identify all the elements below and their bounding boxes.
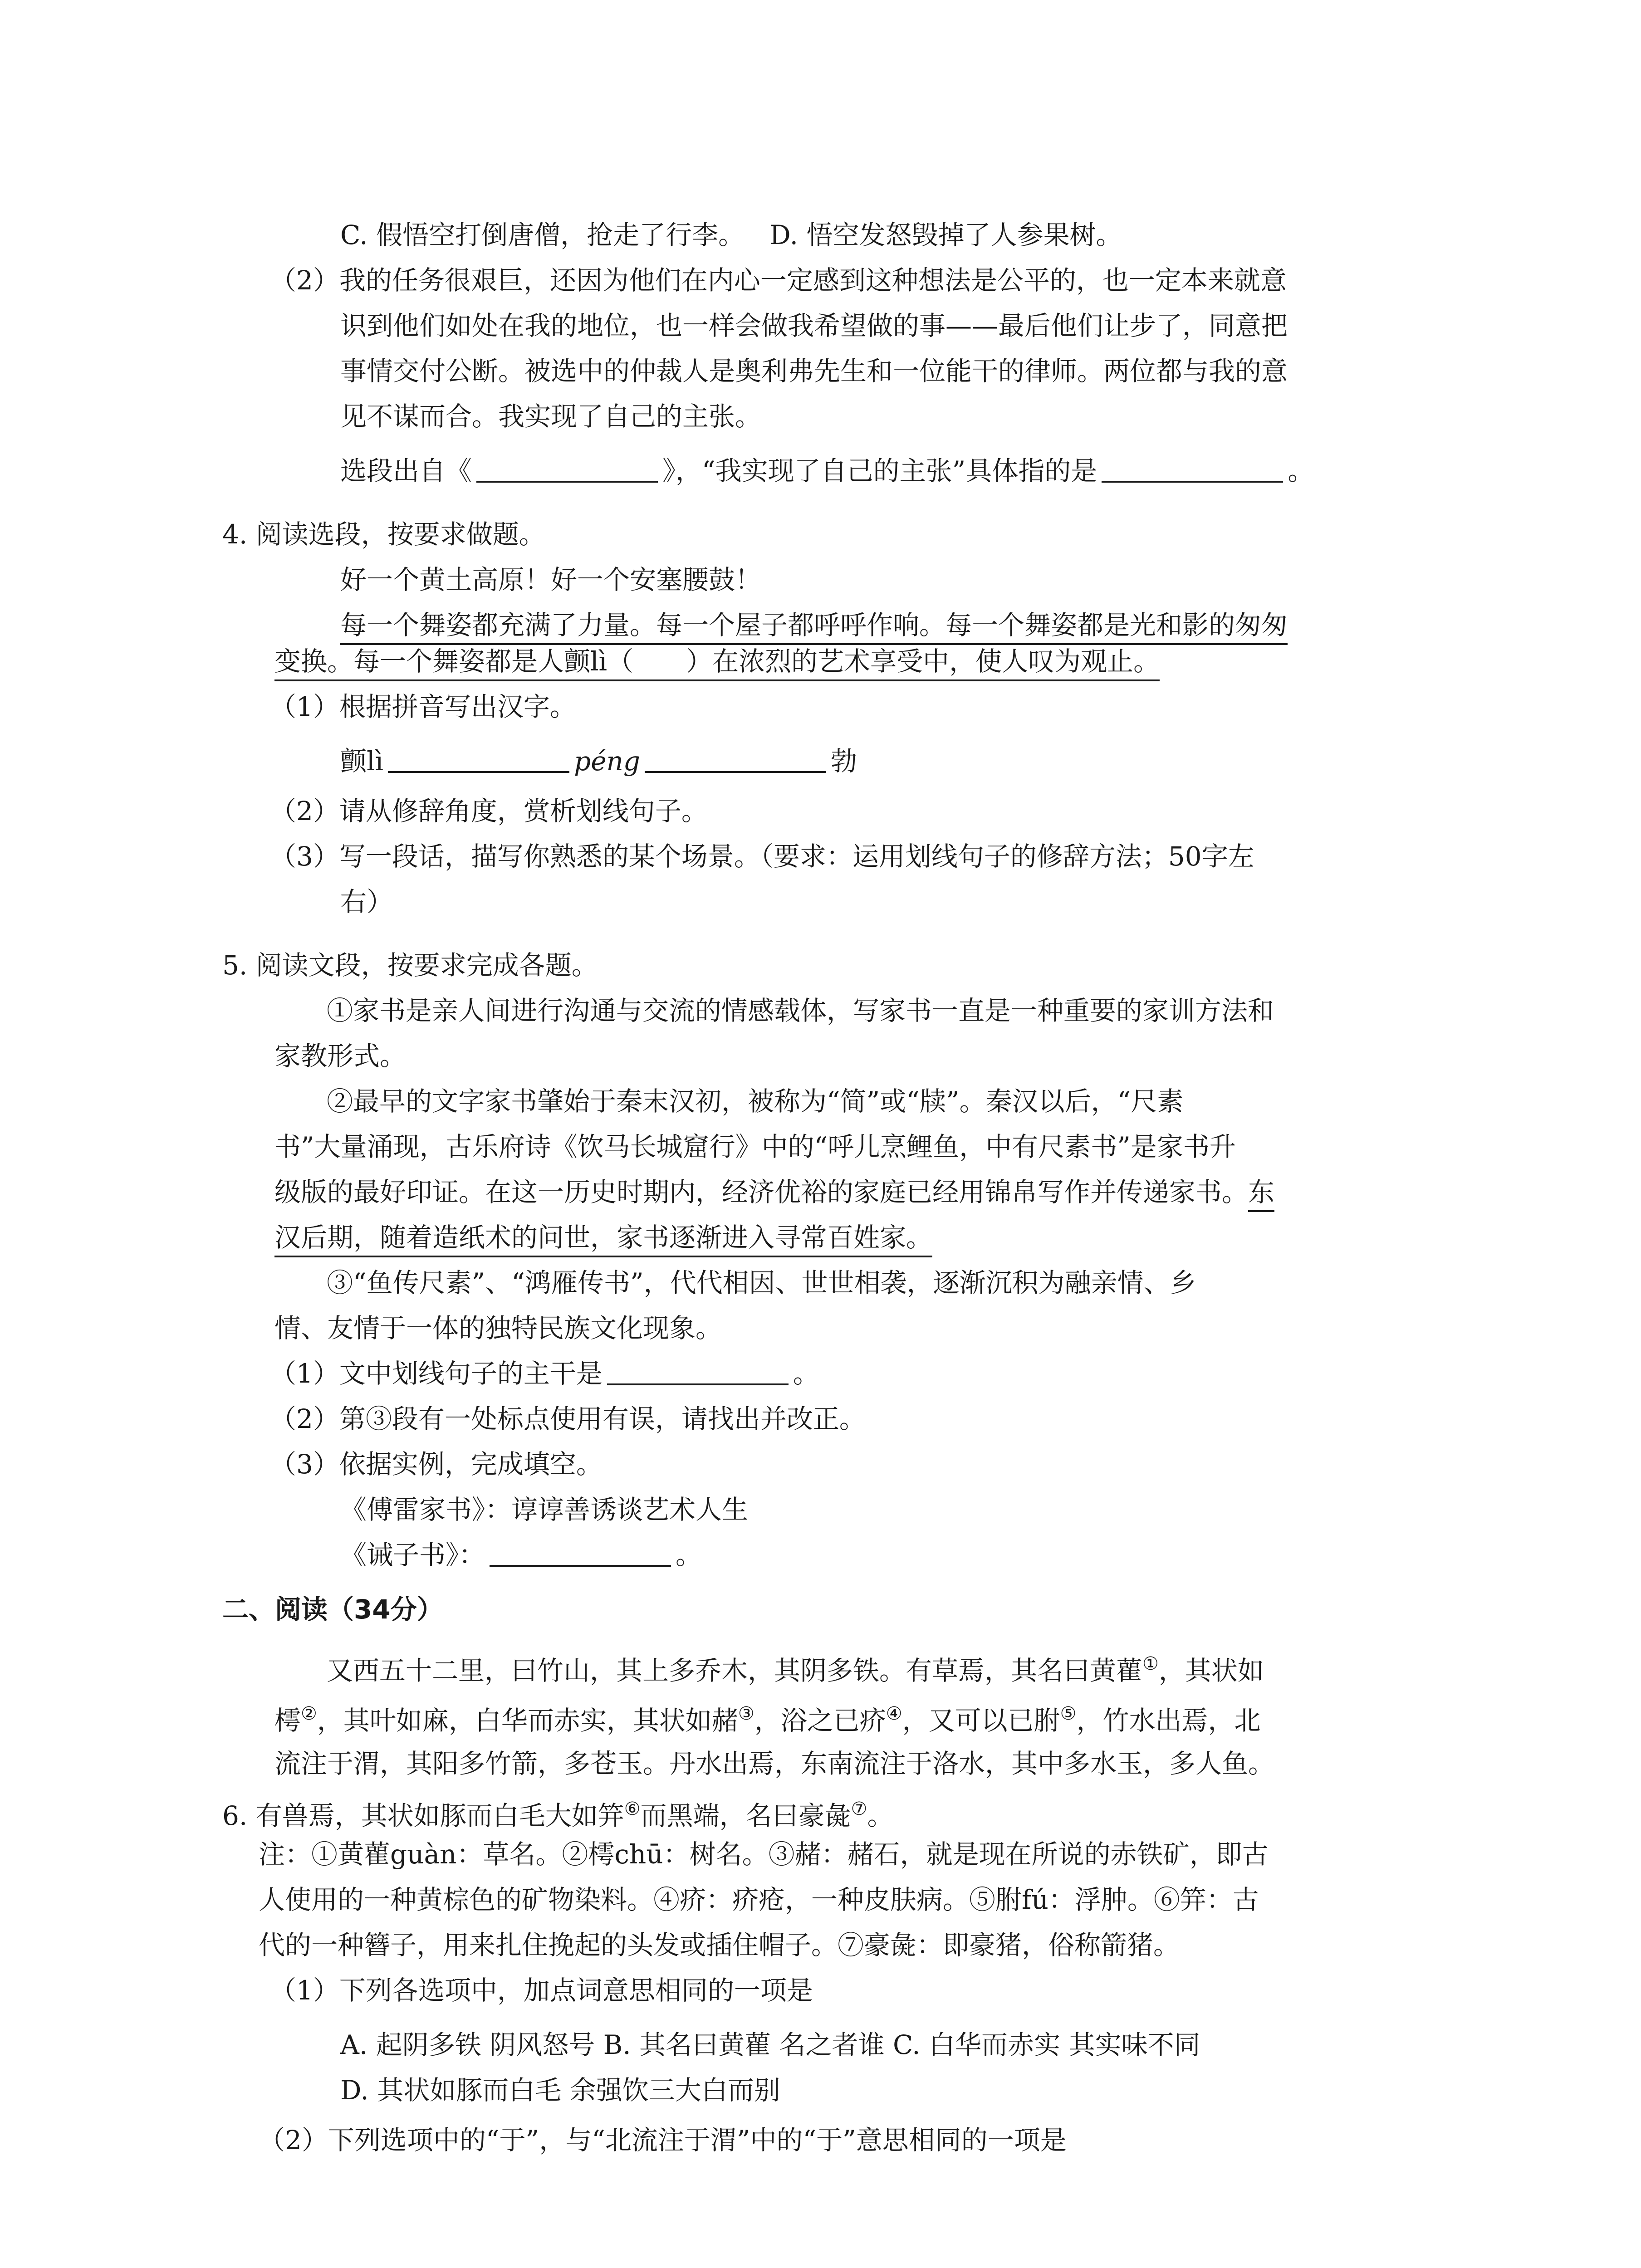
footnote-marker: ⑤ [1060, 1703, 1077, 1724]
q3-sub2-line1 [270, 258, 1287, 303]
q4-sub1: （1）根据拼音写出汉字。 [270, 691, 576, 722]
pinyin-suffix: 勃 [831, 746, 857, 777]
passage-line: 见不谋而合。我实现了自己的主张。 [340, 401, 762, 432]
passage-line: 级版的最好印证。在这一历史时期内，经济优裕的家庭已经用锦帛写作并传递家书。东 [274, 1169, 1274, 1215]
passage-line: ②最早的文字家书肇始于秦末汉初，被称为“简”或“牍”。秦汉以后，“尺素 [327, 1086, 1184, 1117]
answer-blank[interactable] [490, 1537, 671, 1567]
answer-blank[interactable] [645, 743, 826, 773]
passage-line: ③“鱼传尺素”、“鸿雁传书”，代代相因、世世相袭，逐渐沉积为融亲情、乡 [327, 1267, 1196, 1298]
q3-sub2-question [340, 448, 1314, 494]
footnote-marker: ④ [886, 1703, 902, 1724]
footnote-marker: ⑥ [624, 1799, 641, 1819]
pinyin-prompt: péng [574, 746, 641, 777]
example-line: 《傅雷家书》：谆谆善诱谈艺术人生 [340, 1494, 749, 1525]
passage-line: ①家书是亲人间进行沟通与交流的情感载体，写家书一直是一种重要的家训方法和 [327, 995, 1274, 1026]
classical-text-line: 流注于渭，其阳多竹箭，多苍玉。丹水出焉，东南流注于洛水，其中多水玉，多人鱼。 [274, 1748, 1275, 1779]
example-line: 《诫子书》： 。 [340, 1532, 702, 1578]
notes-line: 注：①黄雚guàn：草名。②樗chū：树名。③赭：赭石，就是现在所说的赤铁矿，即古 [259, 1839, 1269, 1870]
passage-line: 家教形式。 [274, 1041, 407, 1071]
choice-options[interactable]: D. 其状如豚而白毛 余强饮三大白而别 [340, 2075, 780, 2106]
notes-line: 代的一种簪子，用来扎住挽起的头发或插住帽子。⑦豪彘：即豪猪，俗称箭猪。 [259, 1930, 1180, 1960]
passage-line: 情、友情于一体的独特民族文化现象。 [274, 1313, 722, 1344]
page-number [0, 2257, 1641, 2268]
passage-line: 我的任务很艰巨，还因为他们在内心一定感到这种想法是公平的，也一定本来就意 [339, 265, 1287, 296]
passage-line: 事情交付公断。被选中的仲裁人是奥利弗先生和一位能干的律师。两位都与我的意 [340, 356, 1288, 386]
q6-sub1: （1）下列各选项中，加点词意思相同的一项是 [270, 1975, 813, 2006]
option-c: C. 假悟空打倒唐僧，抢走了行李。 [340, 220, 745, 250]
underlined-passage-line: 变换。每一个舞姿都是人颤lì（ ）在浓烈的艺术享受中，使人叹为观止。 [274, 639, 1160, 684]
question-text: 》，“我实现了自己的主张”具体指的是 [662, 455, 1097, 486]
notes-line: 人使用的一种黄棕色的矿物染料。④疥：疥疮，一种皮肤病。⑤胕fú：浮肿。⑥笄：古 [259, 1884, 1259, 1915]
q6-sub2: （2）下列选项中的“于”，与“北流注于渭”中的“于”意思相同的一项是 [259, 2125, 1067, 2156]
footnote-marker: ③ [738, 1703, 754, 1724]
passage-line: 好一个黄土高原！好一个安塞腰鼓！ [340, 564, 762, 595]
q4-sub3-line2: 右） [340, 886, 393, 917]
q4-sub3-line1: （3）写一段话，描写你熟悉的某个场景。（要求：运用划线句子的修辞方法；50字左 [270, 841, 1254, 872]
q4-sub2: （2）请从修辞角度，赏析划线句子。 [270, 796, 708, 826]
answer-blank[interactable] [1102, 453, 1283, 483]
section-heading: 二、阅读（34分） [222, 1594, 443, 1625]
passage-line: 识到他们如处在我的地位，也一样会做我希望做的事——最后他们让步了，同意把 [340, 310, 1288, 341]
q4-pinyin-row [340, 738, 857, 784]
underlined-text: 东 [1248, 1177, 1274, 1212]
q6-heading: 6. 有兽焉，其状如豚而白毛大如笄⑥而黑端，名曰豪彘⑦。 [222, 1799, 894, 1831]
sub-question-label: （2） [270, 265, 339, 296]
footnote-marker: ① [1142, 1653, 1159, 1674]
choice-options[interactable]: A. 起阴多铁 阴风怒号 B. 其名曰黄雚 名之者谁 C. 白华而赤实 其实味不同 [340, 2029, 1200, 2060]
classical-text-line: 樗②，其叶如麻，白华而赤实，其状如赭③，浴之已疥④，又可以已胕⑤，竹水出焉，北 [274, 1703, 1261, 1736]
q5-sub2: （2）第③段有一处标点使用有误，请找出并改正。 [270, 1403, 866, 1434]
q5-sub3: （3）依据实例，完成填空。 [270, 1449, 603, 1480]
footnote-marker: ⑦ [851, 1799, 867, 1819]
underlined-passage-line: 汉后期，随着造纸术的问世，家书逐渐进入寻常百姓家。 [274, 1215, 932, 1260]
q4-heading: 4. 阅读选段，按要求做题。 [222, 519, 545, 550]
question-text: 。 [1288, 455, 1314, 486]
footnote-marker: ② [301, 1703, 317, 1724]
q5-sub1: （1）文中划线句子的主干是 。 [270, 1351, 819, 1396]
q5-heading: 5. 阅读文段，按要求完成各题。 [222, 950, 598, 981]
q3-options-row [340, 212, 1122, 258]
underlined-passage-line: 每一个舞姿都充满了力量。每一个屋子都呼呼作响。每一个舞姿都是光和影的匆匆 [340, 602, 1288, 648]
answer-blank[interactable] [476, 453, 658, 483]
classical-text-line: 又西五十二里，曰竹山，其上多乔木，其阴多铁。有草焉，其名曰黄雚①，其状如 [327, 1653, 1264, 1686]
answer-blank[interactable] [607, 1355, 789, 1385]
passage-line: 书”大量涌现，古乐府诗《饮马长城窟行》中的“呼儿烹鲤鱼，中有尺素书”是家书升 [274, 1131, 1236, 1162]
answer-blank[interactable] [388, 743, 569, 773]
option-d: D. 悟空发怒毁掉了人参果树。 [769, 220, 1122, 250]
pinyin-prompt: 颤lì [340, 746, 384, 777]
question-text: 选段出自《 [340, 455, 472, 486]
